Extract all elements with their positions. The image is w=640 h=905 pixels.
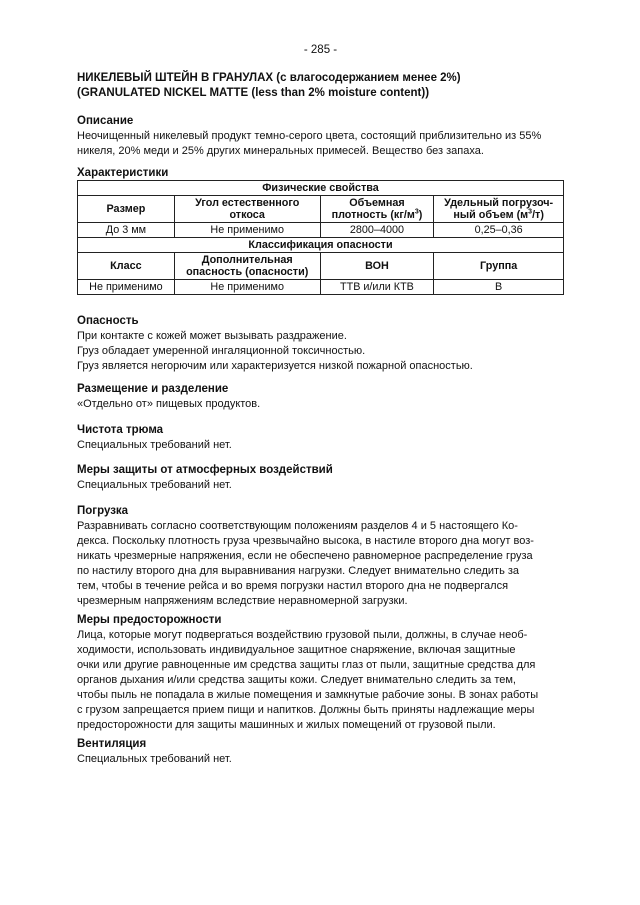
cell-angle: Не применимо (174, 223, 320, 238)
header-text: Угол естественного (195, 197, 300, 209)
superscript: 3 (414, 208, 419, 216)
text-line: Разравнивать согласно соответствующим положениям разделов 4 и 5 настоящего Ко- (77, 520, 518, 532)
cell-size: До 3 мм (78, 223, 175, 238)
col-header-class: Класс (78, 253, 175, 280)
section-heading: Характеристики (77, 167, 169, 179)
cell-group: B (434, 280, 564, 295)
header-text: Объемная (349, 197, 405, 209)
section-precautions (77, 613, 564, 733)
header-text: /т) (532, 209, 544, 221)
header-text: ный объем (м (453, 209, 529, 221)
section-heading: Описание (77, 115, 134, 127)
cell-subsidiary: Не применимо (174, 280, 320, 295)
header-text: ) (418, 209, 423, 221)
characteristics-table (77, 180, 564, 295)
text-line: по настилу второго дна для выравнивания нагрузки. Следует внимательно следить за (77, 565, 520, 577)
section-hazard (77, 314, 564, 374)
text-line: чтобы пыль не попадала в жилые помещения и замкнутые рабочие зоны. В зонах работы (77, 689, 539, 701)
text-line: Специальных требований нет. (77, 479, 232, 491)
col-header-mhb: ВОН (320, 253, 434, 280)
title-line-english: (GRANULATED NICKEL MATTE (less than 2% moisture content)) (77, 87, 430, 99)
table-row (78, 280, 564, 295)
section-loading (77, 504, 564, 609)
title-line-russian: НИКЕЛЕВЫЙ ШТЕЙН В ГРАНУЛАХ (с влагосодержанием менее 2%) (77, 72, 461, 84)
text-line: Неочищенный никелевый продукт темно-серого цвета, состоящий приблизительно из 55% (77, 130, 542, 142)
text-line: Специальных требований нет. (77, 753, 232, 765)
section-heading: Размещение и разделение (77, 383, 229, 395)
col-header-density (320, 196, 434, 223)
cell-stowage-factor: 0,25–0,36 (434, 223, 564, 238)
cell-density: 2800–4000 (320, 223, 434, 238)
text-line: никеля, 20% меди и 25% других минеральных примесей. Вещество без запаха. (77, 145, 484, 157)
text-line: чрезмерным напряжениям вследствие неравномерной загрузки. (77, 595, 408, 607)
table-row (78, 223, 564, 238)
text-line: Груз является негорючим или характеризуется низкой пожарной опасностью. (77, 360, 473, 372)
table-row (78, 196, 564, 223)
section-ventilation (77, 737, 564, 767)
header-text: плотность (кг/м (331, 209, 415, 221)
col-header-subsidiary (174, 253, 320, 280)
superscript: 3 (528, 208, 533, 216)
text-line: декса. Поскольку плотность груза чрезвычайно высока, в настиле второго дна могут воз- (77, 535, 534, 547)
header-text: опасность (опасности) (186, 266, 309, 278)
text-line: с грузом запрещается прием пищи и напитков. Должны быть приняты надлежащие меры (77, 704, 535, 716)
text-line: никать чрезмерные напряжения, если не обеспечено равномерное распределение груза (77, 550, 533, 562)
document-title (77, 71, 564, 101)
text-line: Лица, которые могут подвергаться воздействию грузовой пыли, должны, в случае необ- (77, 629, 528, 641)
text-line: органов дыхания и/или средства защиты кожи. Следует внимательно следить за тем, (77, 674, 516, 686)
table-row (78, 253, 564, 280)
text-line: ходимости, использовать индивидуальное защитное снаряжение, включая защитные (77, 644, 516, 656)
hazard-classification-header: Классификация опасности (78, 238, 564, 253)
cell-class: Не применимо (78, 280, 175, 295)
section-stowage-segregation (77, 382, 564, 412)
header-text: откоса (229, 209, 265, 221)
col-header-stowage-factor (434, 196, 564, 223)
table-row (78, 181, 564, 196)
text-line: Специальных требований нет. (77, 439, 232, 451)
section-weather-precautions (77, 463, 564, 493)
section-heading: Опасность (77, 315, 139, 327)
cell-mhb: ТТВ и/или КТВ (320, 280, 434, 295)
page-number: - 285 - (303, 44, 338, 56)
section-heading: Меры предосторожности (77, 614, 222, 626)
table-row (78, 238, 564, 253)
text-line: Груз обладает умеренной ингаляционной токсичностью. (77, 345, 366, 357)
text-line: очки или другие равноценные им средства защиты глаз от пыли, защитные средства для (77, 659, 536, 671)
section-heading: Погрузка (77, 505, 129, 517)
section-characteristics (77, 166, 564, 181)
col-header-group: Группа (434, 253, 564, 280)
section-heading: Вентиляция (77, 738, 147, 750)
header-text: Дополнительная (201, 254, 293, 266)
text-line: тем, чтобы в течение рейса и во время погрузки настил второго дна не подвергался (77, 580, 509, 592)
text-line: предосторожности для защиты машинных и жилых помещений от грузовой пыли. (77, 719, 496, 731)
section-heading: Меры защиты от атмосферных воздействий (77, 464, 333, 476)
header-text: Удельный погрузоч- (444, 197, 554, 209)
physical-properties-header: Физические свойства (78, 181, 564, 196)
section-heading: Чистота трюма (77, 424, 164, 436)
col-header-angle (174, 196, 320, 223)
text-line: «Отдельно от» пищевых продуктов. (77, 398, 261, 410)
section-description (77, 114, 564, 159)
text-line: При контакте с кожей может вызывать раздражение. (77, 330, 347, 342)
section-hold-cleanliness (77, 423, 564, 453)
col-header-size: Размер (78, 196, 175, 223)
